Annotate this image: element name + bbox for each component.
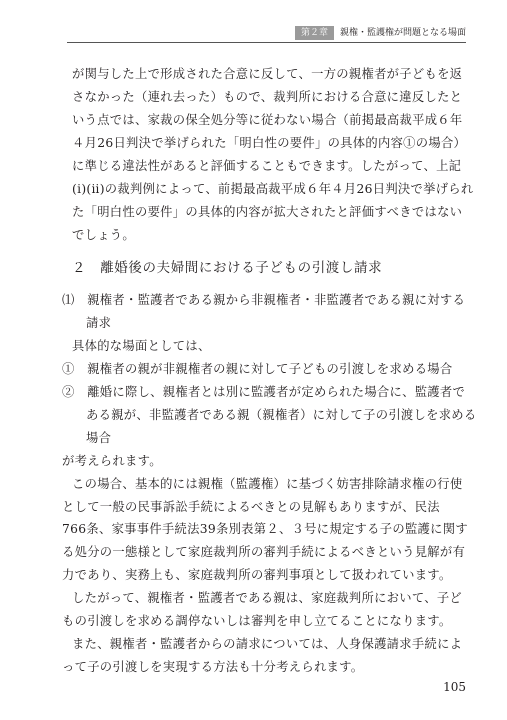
body-line: この場合、基本的には親権（監護権）に基づく妨害排除請求権の行使 (72, 476, 463, 491)
list-item: ② 離婚に際し、親権者とは別に監護者が定められた場合に、監護者で (62, 384, 466, 399)
body-line: として一般の民事訴訟手続によるべきとの見解もありますが、民法 (62, 499, 440, 514)
chapter-tag: 第２章 (295, 26, 334, 40)
header-rule (67, 42, 466, 43)
body-line: でしょう。 (72, 227, 135, 242)
body-line: また、親権者・監護者からの請求については、人身保護請求手続によ (72, 637, 463, 652)
body-line: (ⅰ)(ⅱ)の裁判例によって、前掲最高裁平成６年４月26日判決で挙げられ (72, 181, 474, 196)
body-line: さなかった（連れ去った）もので、裁判所における合意に違反したと (72, 89, 463, 104)
chapter-title: 親権・監護権が問題となる場面 (339, 28, 466, 38)
body-line: 具体的な場面としては、 (72, 338, 211, 353)
list-item-cont: ある親が、非監護者である親（親権者）に対して子の引渡しを求める (86, 407, 477, 422)
body-line: る処分の一態様として家庭裁判所の審判手続によるべきという見解が有 (62, 545, 466, 560)
body-line: いう点では、家裁の保全処分等に従わない場合（前掲最高裁平成６年 (72, 112, 463, 127)
section-heading: ２ 離婚後の夫婦間における子どもの引渡し請求 (72, 260, 383, 277)
list-item-cont: 場合 (86, 430, 112, 445)
subsection-heading-cont: 請求 (86, 316, 112, 330)
body-line: って子の引渡しを実現する方法も十分考えられます。 (62, 660, 364, 674)
body-line: た「明白性の要件」の具体的内容が拡大されたと評価すべきではない (72, 204, 463, 219)
body-line: したがって、親権者・監護者である親は、家庭裁判所において、子ど (72, 591, 463, 606)
body-line: が考えられます。 (62, 453, 162, 468)
body-line: 力であり、実務上も、家庭裁判所の審判事項として扱われています。 (62, 568, 452, 583)
page-number: 105 (443, 680, 466, 694)
body-line: が関与した上で形成された合意に反して、一方の親権者が子どもを返 (72, 67, 463, 81)
list-item: ① 親権者の親が非親権者の親に対して子どもの引渡しを求める場合 (62, 361, 453, 376)
running-header (295, 26, 466, 40)
body-line: ４月26日判決で挙げられた「明白性の要件」の具体的内容①の場合） (72, 135, 467, 150)
body-line: もの引渡しを求める調停ないしは審判を申し立てることになります。 (62, 614, 452, 629)
body-line: 766条、家事事件手続法39条別表第２、３号に規定する子の監護に関す (62, 522, 468, 537)
subsection-heading: ⑴ 親権者・監護者である親から非親権者・非監護者である親に対する (62, 293, 466, 308)
body-line: に準じる違法性があると評価することもできます。したがって、上記 (72, 158, 462, 173)
